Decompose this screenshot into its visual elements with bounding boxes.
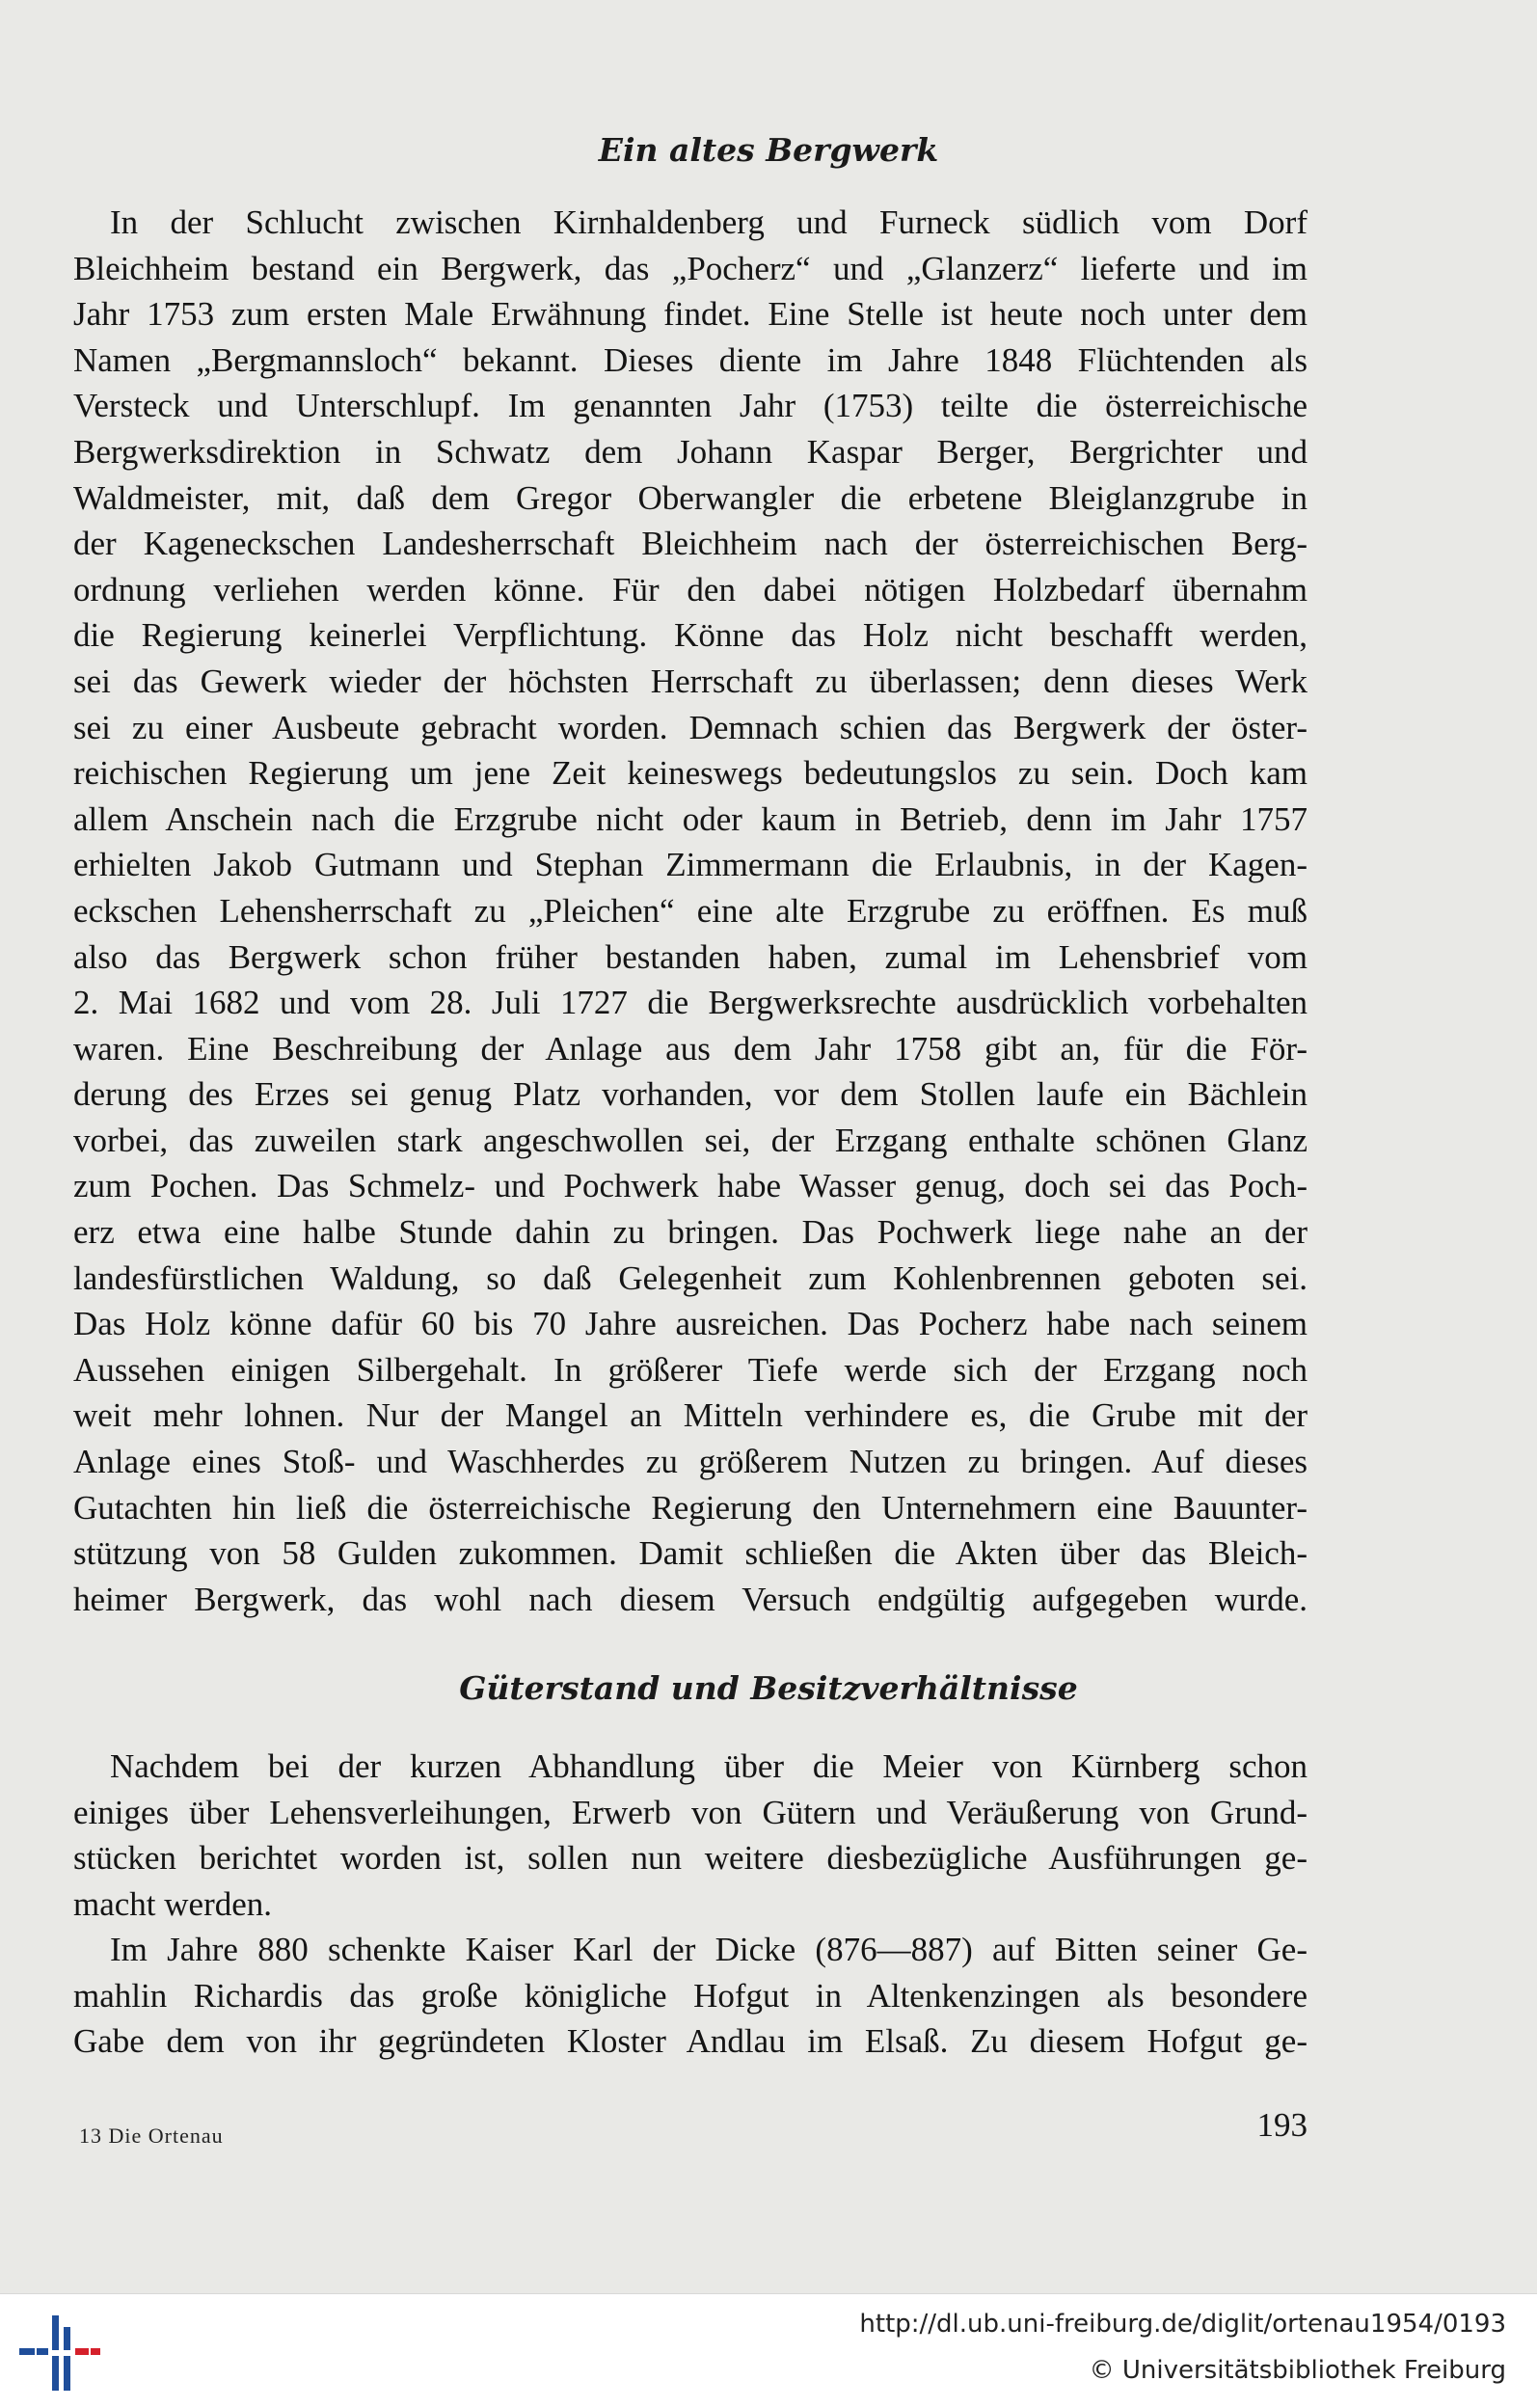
text-line: Jahr 1753 zum ersten Male Erwähnung findet. Eine Stelle ist heute noch unter dem (73, 295, 1308, 334)
text-line: Im Jahre 880 schenkte Kaiser Karl der Dicke (876—887) auf Bitten seiner Ge- (110, 1931, 1308, 1968)
section-heading: Ein altes Bergwerk (598, 131, 939, 169)
page-number: 193 (1256, 2106, 1308, 2144)
section-heading: Güterstand und Besitzverhältnisse (459, 1669, 1078, 1707)
text-line: landesfürstlichen Waldung, so daß Gelegenheit zum Kohlenbrennen geboten sei. (73, 1258, 1308, 1297)
paragraph (73, 1744, 1308, 1927)
text-line: Namen „Bergmannsloch“ bekannt. Dieses diente im Jahre 1848 Flüchtenden als (73, 340, 1308, 379)
library-logo-icon[interactable] (15, 2312, 102, 2393)
text-line: Versteck und Unterschlupf. Im genannten Jahr (1753) teilte die österreichische (73, 387, 1308, 425)
copyright-notice: © Universitätsbibliothek Freiburg (1089, 2356, 1506, 2385)
text-line: ordnung verliehen werden könne. Für den dabei nötigen Holzbedarf übernahm (73, 570, 1308, 609)
viewer-footer-bar (0, 2293, 1537, 2408)
text-line: der Kageneckschen Landesherrschaft Bleichheim nach der österreichischen Berg- (73, 525, 1308, 563)
text-line: sei das Gewerk wieder der höchsten Herrschaft zu überlassen; denn dieses Werk (73, 662, 1308, 700)
text-line: waren. Eine Beschreibung der Anlage aus dem Jahr 1758 gibt an, für die För- (73, 1029, 1308, 1068)
text-line: mahlin Richardis das große königliche Hofgut in Altenkenzingen als besondere (73, 1976, 1308, 2015)
text-line: stücken berichtet worden ist, sollen nun weitere diesbezügliche Ausführungen ge- (73, 1839, 1308, 1878)
paragraph (73, 1927, 1308, 2065)
text-line: Anlage eines Stoß- und Waschherdes zu größerem Nutzen zu bringen. Auf dieses (73, 1443, 1308, 1481)
text-line: stützung von 58 Gulden zukommen. Damit schließen die Akten über das Bleich- (73, 1534, 1308, 1573)
text-line: reichischen Regierung um jene Zeit keineswegs bedeutungslos zu sein. Doch kam (73, 754, 1308, 793)
text-line: Gutachten hin ließ die österreichische Regierung den Unternehmern eine Bauunter- (73, 1488, 1308, 1527)
text-line: erhielten Jakob Gutmann und Stephan Zimmermann die Erlaubnis, in der Kagen- (73, 846, 1308, 884)
paragraph (73, 200, 1308, 1622)
text-line: Bleichheim bestand ein Bergwerk, das „Pocherz“ und „Glanzerz“ lieferte und im (73, 249, 1308, 287)
signature-mark: 13 Die Ortenau (79, 2124, 224, 2148)
text-line: eckschen Lehensherrschaft zu „Pleichen“ eine alte Erzgrube zu eröffnen. Es muß (73, 891, 1308, 930)
text-line: Waldmeister, mit, daß dem Gregor Oberwangler die erbetene Bleiglanzgrube in (73, 478, 1308, 517)
text-line: derung des Erzes sei genug Platz vorhanden, vor dem Stollen laufe ein Bächlein (73, 1075, 1308, 1114)
text-line: macht werden. (73, 1884, 273, 1923)
text-line: sei zu einer Ausbeute gebracht worden. Demnach schien das Bergwerk der öster- (73, 708, 1308, 746)
text-line: Nachdem bei der kurzen Abhandlung über die Meier von Kürnberg schon (110, 1747, 1308, 1785)
text-line: zum Pochen. Das Schmelz- und Pochwerk habe Wasser genug, doch sei das Poch- (73, 1167, 1308, 1205)
text-line: erz etwa eine halbe Stunde dahin zu bringen. Das Pochwerk liege nahe an der (73, 1213, 1308, 1252)
text-line: Das Holz könne dafür 60 bis 70 Jahre ausreichen. Das Pocherz habe nach seinem (73, 1305, 1308, 1343)
text-line: also das Bergwerk schon früher bestanden haben, zumal im Lehensbrief vom (73, 937, 1308, 976)
text-line: In der Schlucht zwischen Kirnhaldenberg und Furneck südlich vom Dorf (110, 203, 1308, 241)
text-line: einiges über Lehensverleihungen, Erwerb von Gütern und Veräußerung von Grund- (73, 1793, 1308, 1831)
text-line: Bergwerksdirektion in Schwatz dem Johann Kaspar Berger, Bergrichter und (73, 432, 1308, 471)
permalink-url[interactable]: http://dl.ub.uni-freiburg.de/diglit/ortenau1954/0193 (859, 2310, 1506, 2339)
text-line: die Regierung keinerlei Verpflichtung. Könne das Holz nicht beschafft werden, (73, 616, 1308, 655)
text-line: Gabe dem von ihr gegründeten Kloster Andlau im Elsaß. Zu diesem Hofgut ge- (73, 2022, 1308, 2061)
text-line: Aussehen einigen Silbergehalt. In größerer Tiefe werde sich der Erzgang noch (73, 1350, 1308, 1389)
text-line: heimer Bergwerk, das wohl nach diesem Versuch endgültig aufgegeben wurde. (73, 1580, 1308, 1618)
text-line: allem Anschein nach die Erzgrube nicht oder kaum in Betrieb, denn im Jahr 1757 (73, 799, 1308, 838)
text-line: vorbei, das zuweilen stark angeschwollen sei, der Erzgang enthalte schönen Glanz (73, 1121, 1308, 1159)
text-line: 2. Mai 1682 und vom 28. Juli 1727 die Bergwerksrechte ausdrücklich vorbehalten (73, 984, 1308, 1022)
text-line: weit mehr lohnen. Nur der Mangel an Mitteln verhindere es, die Grube mit der (73, 1396, 1308, 1435)
